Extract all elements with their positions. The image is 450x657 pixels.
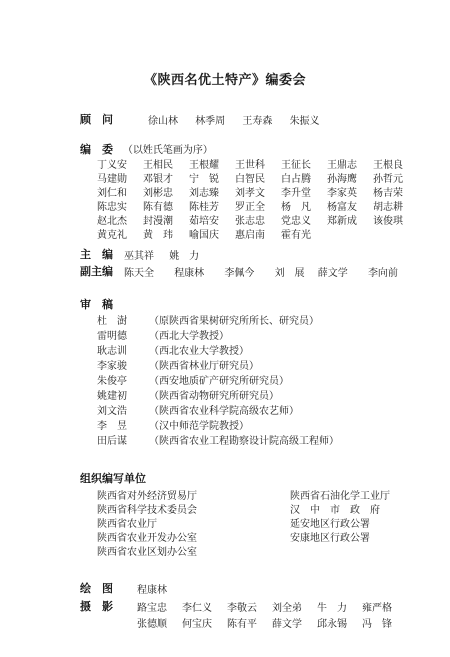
editor-name: 该俊琪 [373,216,403,227]
photographer-name: 牛 力 [317,603,347,614]
photographer-name: 雍严格 [362,603,392,614]
unit-item: 陕西省对外经济贸易厅 [97,491,197,502]
editor-name: 刘彬忠 [143,188,173,199]
reviewer-item [97,327,339,342]
advisors-label: 顾 问 [80,113,113,126]
reviewer-item [97,387,339,402]
deputy-name: 程康林 [174,268,205,279]
editor-name: 白占腾 [281,174,311,185]
units-right-column [290,487,390,543]
photographer-name: 李仁义 [182,603,212,614]
unit-item: 延安地区行政公署 [290,519,370,530]
reviewers-label: 审 稿 [80,298,113,311]
photographer-name: 张德顺 [137,619,167,630]
photographer-name: 邱永锡 [317,619,347,630]
editor-name: 王鼎志 [327,160,357,171]
advisor-name: 林季周 [195,116,226,127]
unit-item: 陕西省科学技术委员会 [97,505,197,516]
chief-name: 巫其祥 [124,251,154,262]
reviewer-name: 耿志训 [97,346,127,357]
chief-names [124,247,199,262]
reviewer-affiliation: （西北大学教授） [149,331,229,342]
reviewer-item [97,342,339,357]
photographer-name: 冯 锋 [362,619,392,630]
advisor-name: 王寿森 [242,116,273,127]
unit-item: 安康地区行政公署 [290,533,370,544]
editor-name: 王世科 [235,160,265,171]
editor-name: 黄克礼 [97,230,127,241]
editor-name: 杨 凡 [281,202,311,213]
editor-name: 惠启南 [235,230,265,241]
photographer-name: 陈有平 [227,619,257,630]
reviewer-affiliation: （原陕西省果树研究所所长、研究员） [149,316,319,327]
editor-name: 杨吉荣 [373,188,403,199]
editor-name: 丁义安 [97,160,127,171]
reviewer-name: 李家骏 [97,361,127,372]
deputy-label: 副主编 [80,265,113,278]
reviewer-item [97,402,339,417]
editor-name: 马建勋 [97,174,127,185]
reviewer-name: 姚建初 [97,391,127,402]
page-title: 《陕西名优土特产》编委会 [143,73,306,88]
reviewer-name: 朱俊亭 [97,376,127,387]
advisor-name: 朱振义 [289,116,320,127]
reviewers-list [97,312,339,447]
unit-item: 陕西省农业开发办公室 [97,533,197,544]
editor-name: 陈忠实 [97,202,127,213]
drawing-names [137,581,167,596]
editor-name: 王根良 [373,160,403,171]
photographer-name: 李敬云 [227,603,257,614]
editor-name: 白智民 [235,174,265,185]
chief-name: 姚 力 [169,251,200,262]
editor-name: 宁 锐 [189,174,219,185]
reviewer-item [97,372,339,387]
editor-name: 孙海鹰 [327,174,357,185]
editor-name: 王根耀 [189,160,219,171]
reviewer-affiliation: （陕西省农业科学院高级农艺师） [149,406,299,417]
units-label: 组织编写单位 [80,472,146,485]
editor-name: 李家英 [327,188,357,199]
unit-item: 汉 中 市 政 府 [290,505,380,516]
photographer-name: 路宝忠 [137,603,167,614]
drawing-name: 程康林 [137,585,167,596]
deputy-name: 陈天全 [124,268,154,279]
editors-note: （以姓氏笔画为序） [122,145,213,156]
advisor-name: 徐山林 [148,116,178,127]
unit-item: 陕西省农业区划办公室 [97,547,197,558]
editor-name: 喻国庆 [189,230,219,241]
reviewer-affiliation: （陕西省动物研究所研究员） [149,391,279,402]
reviewer-affiliation: （西安地质矿产研究所研究员） [149,376,289,387]
editor-name: 邓银才 [143,174,173,185]
deputy-name: 刘 展 [274,268,305,279]
editor-name: 刘孝文 [235,188,265,199]
advisors-names [148,112,320,127]
units-left-column [97,487,197,557]
deputy-name: 薛文学 [317,268,348,279]
reviewer-item [97,312,339,327]
editor-name: 陈桂芳 [189,202,219,213]
reviewer-affiliation: （汉中师范学院教授） [149,421,249,432]
reviewer-affiliation: （陕西省农业工程勘察设计院高级工程师） [149,436,339,447]
editor-name: 王相民 [143,160,173,171]
reviewer-item [97,357,339,372]
deputy-name: 李佩今 [224,268,255,279]
unit-item: 陕西省石油化学工业厅 [290,491,390,502]
deputy-name: 李向前 [367,268,398,279]
photographer-name: 何宝庆 [182,619,212,630]
editor-name: 孙哲元 [373,174,403,185]
photographer-name: 刘全弟 [272,603,302,614]
drawing-label: 绘 图 [80,582,113,595]
reviewer-name: 李 昱 [97,421,127,432]
reviewer-name: 刘文浩 [97,406,127,417]
editors-label [80,141,213,157]
photographer-name: 薛文学 [272,619,302,630]
reviewer-name: 雷明德 [97,331,127,342]
photography-label: 摄 影 [80,600,113,613]
unit-item: 陕西省农业厅 [97,519,157,530]
reviewer-item [97,417,339,432]
deputy-names [124,264,398,279]
editor-name: 陈有德 [143,202,173,213]
reviewer-item [97,432,339,447]
editor-name: 封漫潮 [143,216,173,227]
editor-name: 罗正全 [235,202,265,213]
editor-name: 黄 玮 [143,230,173,241]
editor-name: 刘仁和 [97,188,127,199]
editor-name: 胡志耕 [373,202,403,213]
editors-label-text: 编 委 [80,143,113,156]
reviewer-name: 田后谋 [97,436,127,447]
editor-name: 党忠义 [281,216,311,227]
editor-name: 茹培安 [189,216,219,227]
editor-name: 王征长 [281,160,311,171]
editor-name: 霍有光 [281,230,311,241]
editor-name: 赵北杰 [97,216,127,227]
reviewer-affiliation: （陕西省林业厅研究员） [149,361,259,372]
reviewer-affiliation: （西北农业大学教授） [149,346,249,357]
editor-name: 刘志臻 [189,188,219,199]
editor-name: 郑新成 [327,216,357,227]
editor-name: 杨富友 [327,202,357,213]
editor-name: 李升堂 [281,188,311,199]
editor-name: 张志忠 [235,216,265,227]
chief-label: 主 编 [80,248,113,261]
reviewer-name: 杜 澍 [97,316,127,327]
